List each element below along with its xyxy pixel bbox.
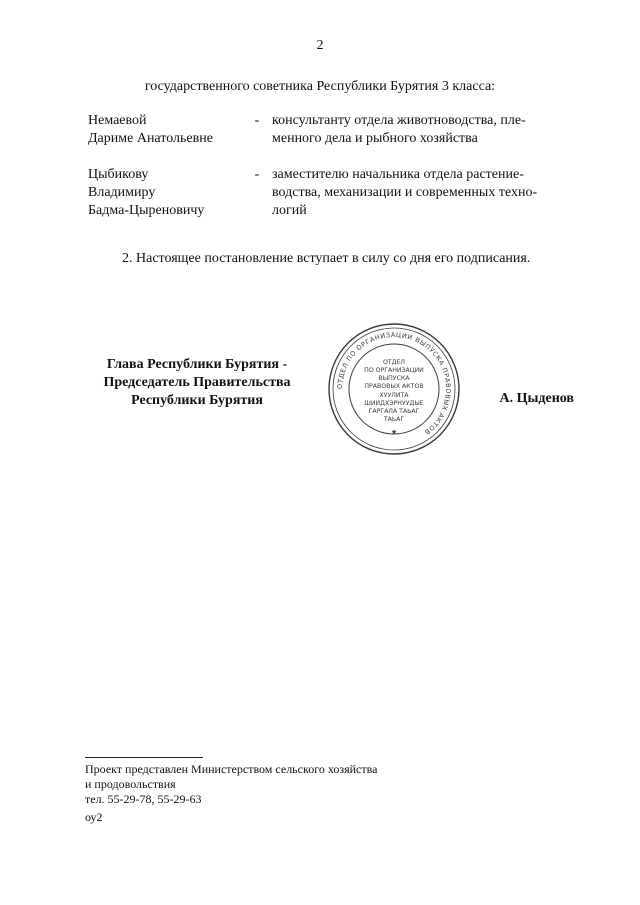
stamp-line: ГАРГАЛА ТАЬАГ [368, 408, 420, 415]
footnote-divider [85, 757, 203, 758]
stamp-line: ВЫПУСКА [378, 375, 410, 382]
signatory-name: А. Цыденов [499, 391, 574, 406]
appointee-dash: - [254, 113, 260, 128]
appointee-name: Немаевой Дариме Анатольевне [88, 113, 213, 146]
stamp-line: ПРАВОВЫХ АКТОВ [364, 383, 424, 390]
clause-2: 2. Настоящее постановление вступает в силу со дня его подписания. [122, 251, 531, 266]
appointee-dash: - [254, 167, 260, 182]
official-stamp [327, 322, 461, 456]
stamp-line: ТАЬАГ [383, 416, 405, 423]
page-number: 2 [316, 38, 324, 53]
document-code: оу2 [85, 810, 103, 824]
stamp-line: ХУУЛИТА [379, 392, 409, 399]
stamp-line: ШИИДХЭРНУУДЫЕ [364, 400, 424, 407]
stamp-star-icon: ★ [390, 428, 398, 436]
stamp-line: ОТДЕЛ [382, 359, 406, 366]
appointee-role: заместителю начальника отдела растение- водства, механизации и современных техно- логий [272, 167, 538, 218]
stamp-line: ПО ОРГАНИЗАЦИИ [364, 367, 424, 374]
appointee-role: консультанту отдела животноводства, пле- менного дела и рыбного хозяйства [272, 113, 526, 146]
signatory-title: Глава Республики Бурятия - Председатель Правительства Республики Бурятия [103, 357, 291, 408]
footnote-text: Проект представлен Министерством сельского хозяйства и продовольствия тел. 55-29-78, 55-29-63 [85, 762, 378, 806]
appointee-name: Цыбикову Владимиру Бадма-Цыреновичу [88, 167, 205, 218]
intro-line: государственного советника Республики Бурятия 3 класса: [144, 79, 496, 94]
stamp-ring-text: ОТДЕЛ ПО ОРГАНИЗАЦИИ ВЫПУСКА ПРАВОВЫХ АКТОВ [335, 330, 453, 437]
